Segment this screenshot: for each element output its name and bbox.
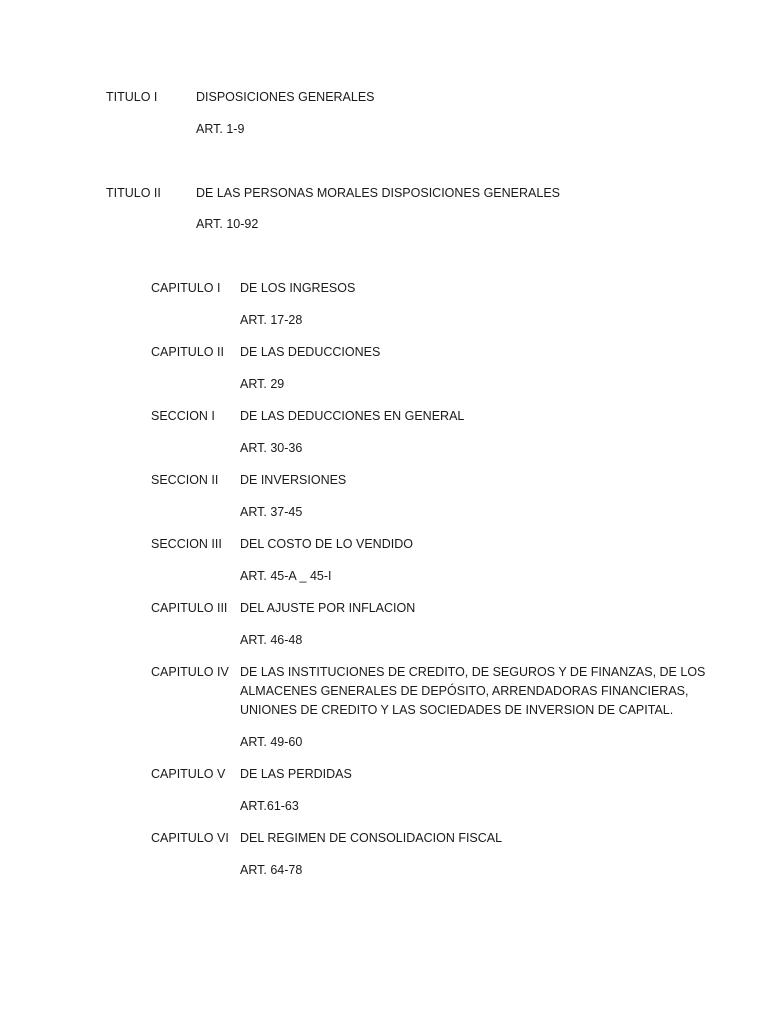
section-articles: ART. 49-60 (240, 735, 303, 749)
section-label: CAPITULO I (151, 281, 221, 295)
section-articles: ART.61-63 (240, 799, 299, 813)
section-label: CAPITULO IV (151, 665, 229, 679)
section-label: CAPITULO VI (151, 831, 229, 845)
section-label: SECCION I (151, 409, 215, 423)
titulo-heading: DE LAS PERSONAS MORALES DISPOSICIONES GENERALES (196, 186, 560, 200)
section-articles: ART. 37-45 (240, 505, 303, 519)
titulo-label: TITULO II (106, 186, 161, 200)
section-label: SECCION II (151, 473, 219, 487)
titulo-heading: DISPOSICIONES GENERALES (196, 90, 375, 104)
section-title: DE LAS PERDIDAS (240, 767, 352, 781)
section-title-line: UNIONES DE CREDITO Y LAS SOCIEDADES DE INVERSION DE CAPITAL. (240, 703, 674, 717)
section-title: DE LOS INGRESOS (240, 281, 356, 295)
titulo-articles: ART. 10-92 (196, 217, 259, 231)
section-title: DE LAS DEDUCCIONES EN GENERAL (240, 409, 465, 423)
section-title: DEL REGIMEN DE CONSOLIDACION FISCAL (240, 831, 503, 845)
section-articles: ART. 46-48 (240, 633, 303, 647)
titulo-articles: ART. 1-9 (196, 122, 245, 136)
section-title: DE LAS DEDUCCIONES (240, 345, 381, 359)
titulo-label: TITULO I (106, 90, 158, 104)
section-label: SECCION III (151, 537, 222, 551)
section-label: CAPITULO V (151, 767, 226, 781)
section-title: DE INVERSIONES (240, 473, 347, 487)
section-articles: ART. 64-78 (240, 863, 303, 877)
section-label: CAPITULO II (151, 345, 224, 359)
section-articles: ART. 30-36 (240, 441, 303, 455)
section-articles: ART. 17-28 (240, 313, 303, 327)
section-title: DEL COSTO DE LO VENDIDO (240, 537, 413, 551)
section-articles: ART. 29 (240, 377, 285, 391)
section-label: CAPITULO III (151, 601, 228, 615)
section-title-line: DE LAS INSTITUCIONES DE CREDITO, DE SEGUROS Y DE FINANZAS, DE LOS (240, 665, 706, 679)
section-title: DEL AJUSTE POR INFLACION (240, 601, 416, 615)
section-title-line: ALMACENES GENERALES DE DEPÓSITO, ARRENDADORAS FINANCIERAS, (240, 684, 689, 698)
section-articles: ART. 45-A _ 45-I (240, 569, 332, 583)
